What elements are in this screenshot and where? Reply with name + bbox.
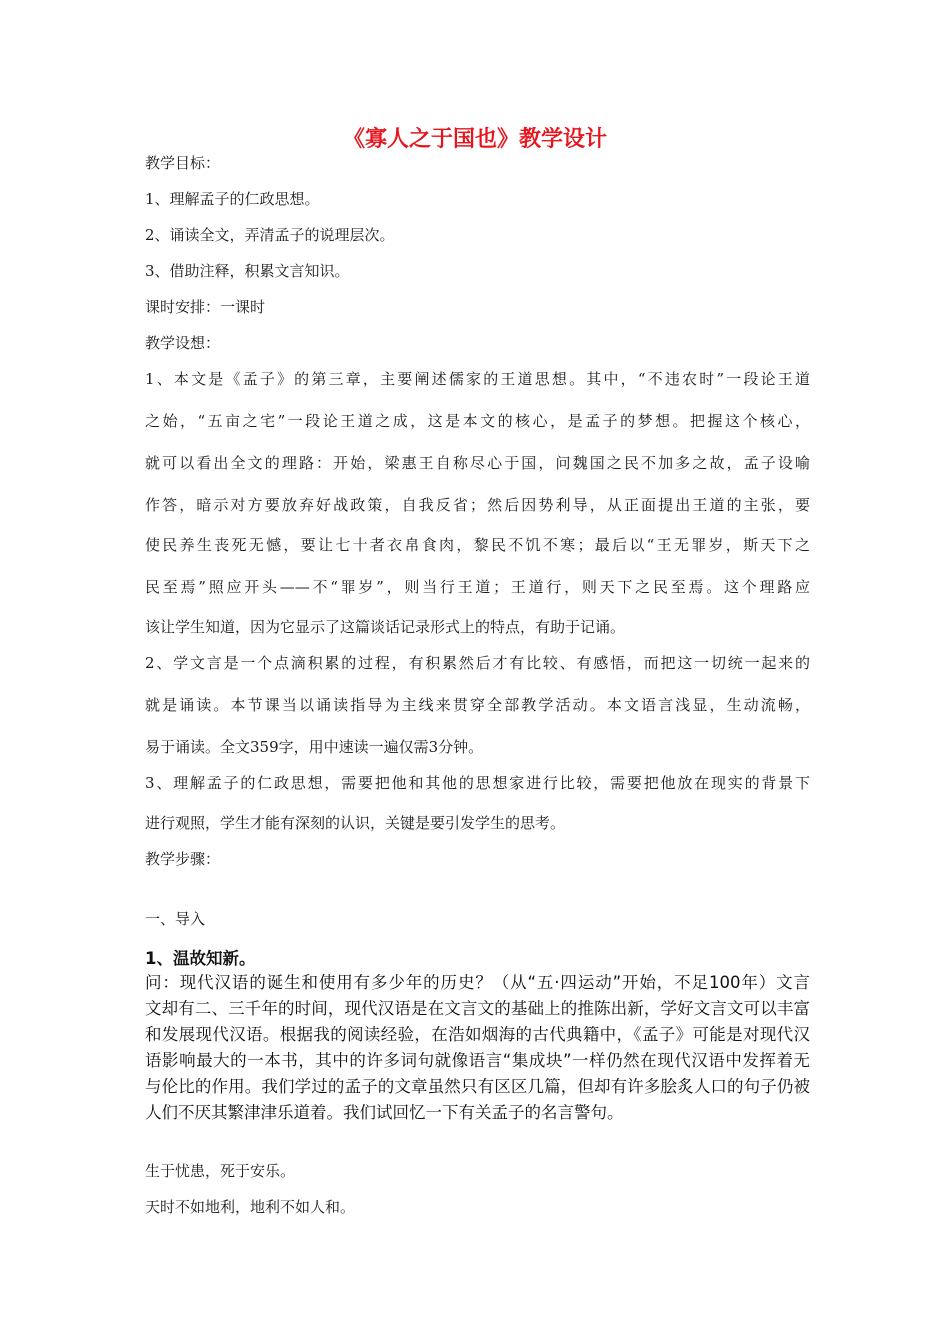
paragraph-line: 就可以看出全文的理路：开始，梁惠王自称尽心于国，问魏国之民不加多之故，孟子设喻 — [145, 454, 810, 472]
paragraph-line: 作答，暗示对方要放弃好战政策，自我反省；然后因势利导，从正面提出王道的主张，要 — [145, 496, 810, 514]
paragraph-line: 易于诵读。全文359字，用中速读一遍仅需3分钟。 — [145, 738, 484, 756]
paragraph-line: 该让学生知道，因为它显示了这篇谈话记录形式上的特点，有助于记诵。 — [145, 618, 626, 636]
scan-text-line: 语影响最大的一本书，其中的许多词句就像语言“集成块”一样仍然在现代汉语中发挥着无 — [145, 1051, 810, 1070]
paragraph-line: 使民养生丧死无憾，要让七十者衣帛食肉，黎民不饥不寒；最后以“王无罪岁，斯天下之 — [145, 536, 810, 554]
paragraph-line: 之始，“五亩之宅”一段论王道之成，这是本文的核心，是孟子的梦想。把握这个核心， — [145, 412, 810, 430]
scan-text-line: 问：现代汉语的诞生和使用有多少年的历史？（从“五·四运动”开始，不足100年）文言 — [145, 973, 810, 992]
objective-item: 2、诵读全文，弄清孟子的说理层次。 — [145, 226, 395, 244]
section-heading-design: 教学设想： — [145, 334, 221, 352]
schedule-line: 课时安排：一课时 — [145, 298, 266, 316]
paragraph-line: 民至焉”照应开头——不“罪岁”，则当行王道；王道行，则天下之民至焉。这个理路应 — [145, 578, 810, 596]
objective-item: 1、理解孟子的仁政思想。 — [145, 190, 320, 208]
paragraph-line: 就是诵读。本节课当以诵读指导为主线来贯穿全部教学活动。本文语言浅显，生动流畅， — [145, 696, 810, 714]
paragraph-line: 进行观照，学生才能有深刻的认识，关键是要引发学生的思考。 — [145, 814, 566, 832]
section-heading-objectives: 教学目标： — [145, 154, 221, 172]
paragraph-line: 2、学文言是一个点滴积累的过程，有积累然后才有比较、有感悟，而把这一切统一起来的 — [145, 654, 810, 672]
quote-line: 天时不如地利，地利不如人和。 — [145, 1198, 356, 1216]
objective-item: 3、借助注释，积累文言知识。 — [145, 262, 350, 280]
page-title: 《寡人之于国也》教学设计 — [342, 127, 607, 152]
scan-text-line: 文却有二、三千年的时间，现代汉语是在文言文的基础上的推陈出新，学好文言文可以丰富 — [145, 999, 810, 1018]
paragraph-line: 1、本文是《孟子》的第三章，主要阐述儒家的王道思想。其中，“不违农时”一段论王道 — [145, 370, 810, 388]
quote-line: 生于忧患，死于安乐。 — [145, 1162, 296, 1180]
scan-text-line: 人们不厌其繁津津乐道着。我们试回忆一下有关孟子的名言警句。 — [145, 1103, 624, 1122]
scan-subheading: 1、温故知新。 — [145, 949, 256, 968]
scan-text-line: 与伦比的作用。我们学过的孟子的文章虽然只有区区几篇，但却有许多脍炙人口的句子仍被 — [145, 1077, 810, 1096]
scan-text-line: 和发展现代汉语。根据我的阅读经验，在浩如烟海的古代典籍中，《孟子》可能是对现代汉 — [145, 1025, 810, 1044]
step-heading: 一、导入 — [145, 910, 206, 928]
paragraph-line: 3、理解孟子的仁政思想，需要把他和其他的思想家进行比较，需要把他放在现实的背景下 — [145, 774, 810, 792]
section-heading-steps: 教学步骤： — [145, 850, 221, 868]
